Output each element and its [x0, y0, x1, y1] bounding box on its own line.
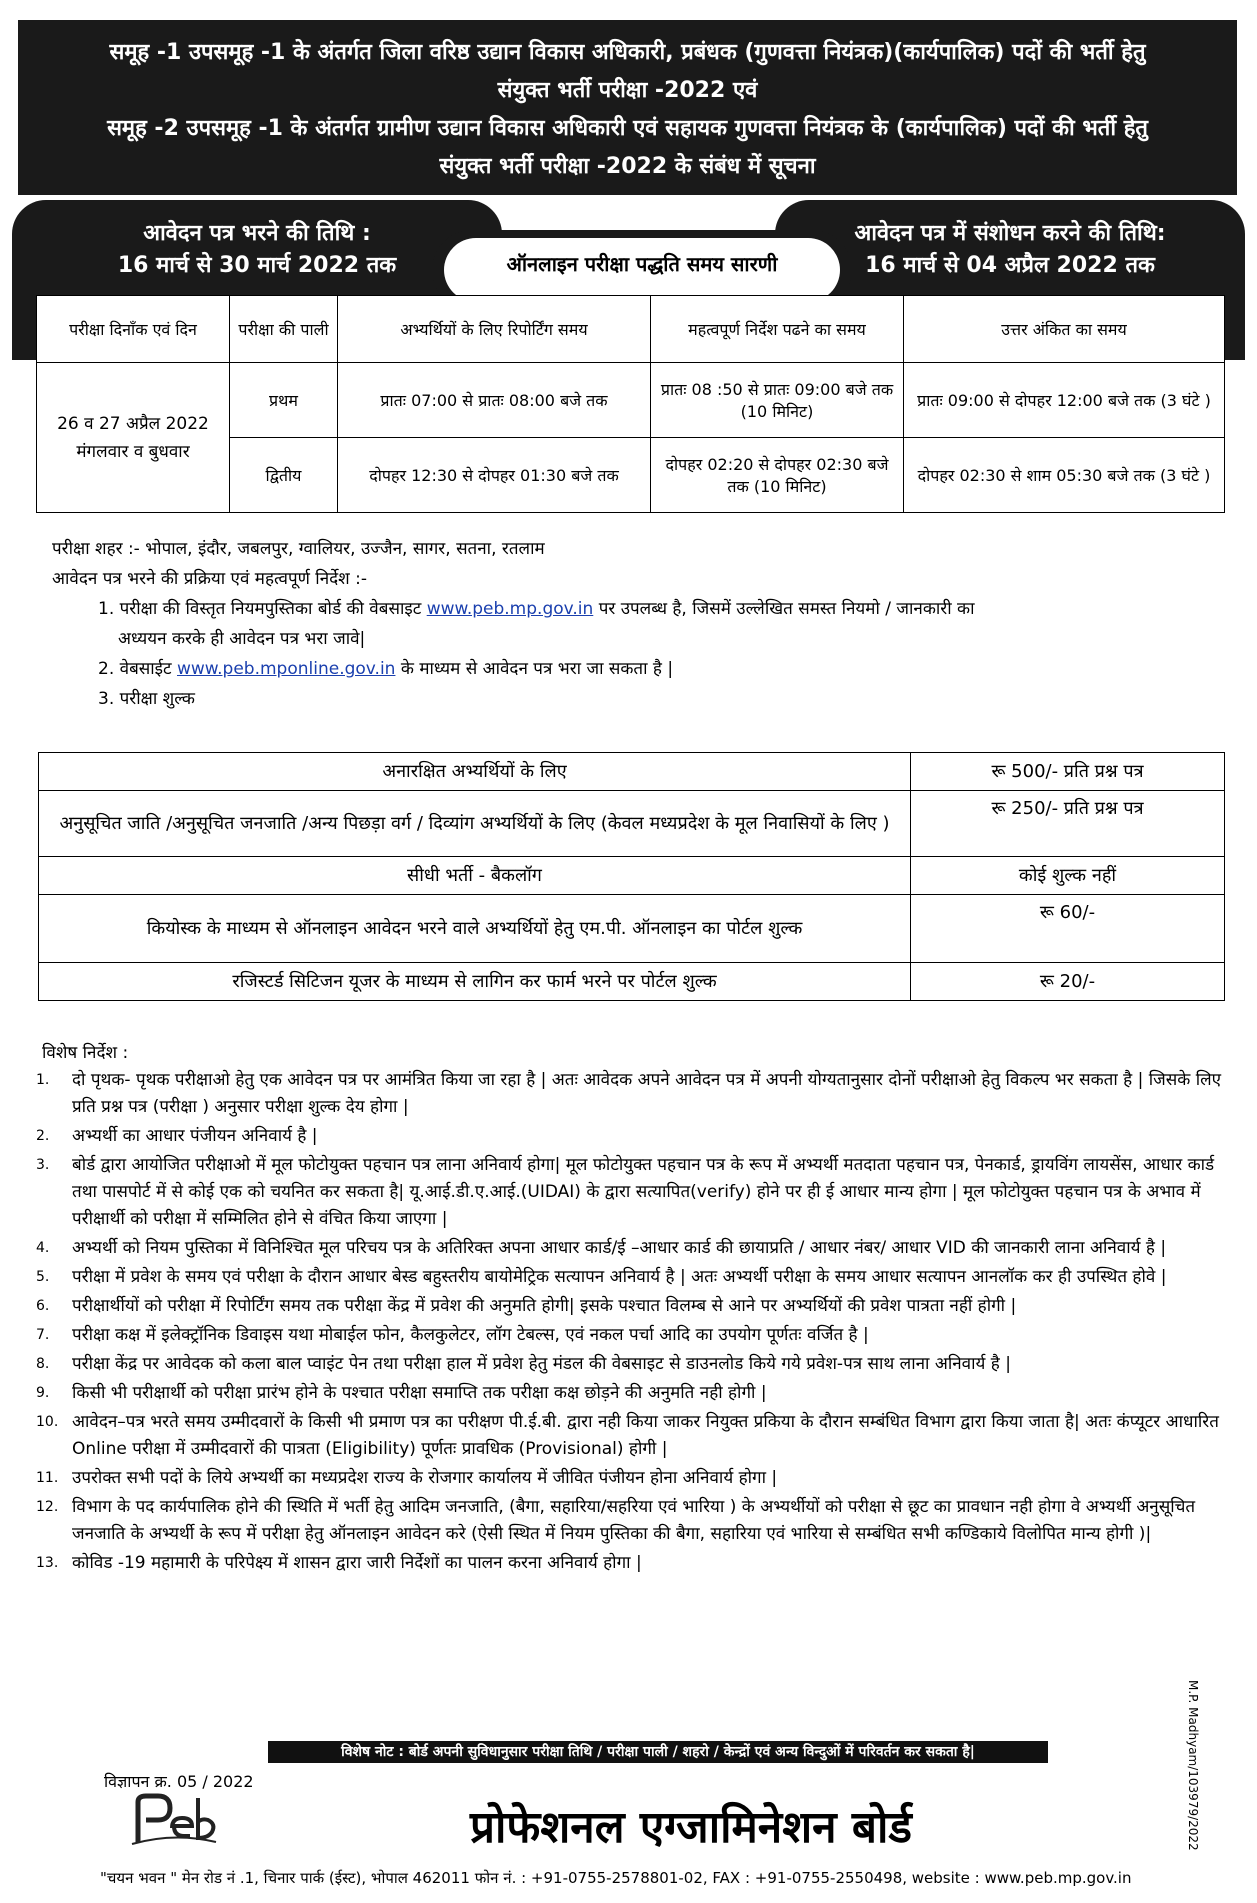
list-item: 1. दो पृथक- पृथक परीक्षाओ हेतु एक आवेदन पत्र पर आमंत्रित किया जा रहा है | अतः आवेदक अपने आवेदन पत्र में अपनी योग्यतानुसार दोनों परीक्षाओ हेतु विकल्प भर सकता है | जिसके लिए प्रति प्रश्न पत्र (परीक्षा ) अनुसार परीक्षा शुल्क देय होगा |: [36, 1070, 1222, 1117]
schedule-title: ऑनलाइन परीक्षा पद्धति समय सारणी: [444, 238, 840, 302]
list-item: 7. परीक्षा कक्ष में इलेक्ट्रॉनिक डिवाइस यथा मोबाईल फोन, कैलकुलेटर, लॉग टेबल्स, एवं नकल पर्चा आदि का उपयोग पूर्णतः वर्जित है |: [36, 1325, 869, 1345]
board-name: प्रोफेशनल एग्जामिनेशन बोर्ड: [470, 1802, 912, 1853]
instruction-item-3: 3. परीक्षा शुल्क: [98, 689, 195, 709]
table-row: [37, 363, 1225, 438]
fee-desc: अनुसूचित जाति /अनुसूचित जनजाति /अन्य पिछड़ा वर्ग / दिव्यांग अभ्यर्थियों के लिए (केवल मध्यप्रदेश के मूल निवासियों के लिए ): [39, 791, 911, 857]
list-item: 3. बोर्ड द्वारा आयोजित परीक्षाओ में मूल फोटोयुक्त पहचान पत्र लाना अनिवार्य होगा| मूल फोटोयुक्त पहचान पत्र के रूप में अभ्यर्थी मतदाता पहचान पत्र, पेनकार्ड, ड्रायविंग लायसेंस, आधार कार्ड तथा पासपोर्ट में से कोई एक को चयनित कर सकता है| यू.आई.डी.ए.आई.(UIDAI) के द्वारा सत्यापित(verify) होने पर ही ई आधार मान्य होगा | मूल फोटोयुक्त पहचान पत्र के अभाव में परीक्षार्थी को परीक्षा में सम्मिलित होने से वंचित किया जाएगा |: [36, 1155, 1215, 1229]
fee-desc: सीधी भर्ती - बैकलॉग: [39, 857, 911, 895]
fee-amount: कोई शुल्क नहीं: [911, 857, 1225, 895]
mponline-website-link[interactable]: www.peb.mponline.gov.in: [177, 659, 396, 679]
col-header-reporting: अभ्यर्थियों के लिए रिपोर्टिंग समय: [338, 296, 651, 363]
instruction-text: के माध्यम से आवेदन पत्र भरा जा सकता है |: [400, 659, 674, 679]
answer-cell: प्रातः 09:00 से दोपहर 12:00 बजे तक (3 घंटे ): [904, 363, 1225, 438]
advertisement-number: विज्ञापन क्र. 05 / 2022: [104, 1772, 254, 1791]
instruction-text: पर उपलब्ध है, जिसमें उल्लेखित समस्त नियमो / जानकारी का: [598, 599, 975, 619]
header-line-4: संयुक्त भर्ती परीक्षा -2022 के संबंध में सूचना: [439, 154, 816, 179]
header-banner: [18, 20, 1237, 195]
special-heading: विशेष निर्देश :: [42, 1043, 129, 1063]
shift-cell: द्वितीय: [230, 438, 338, 513]
process-heading: आवेदन पत्र भरने की प्रक्रिया एवं महत्वपूर्ण निर्देश :-: [52, 569, 367, 589]
table-row: [39, 791, 1225, 857]
fee-desc: रजिस्टर्ड सिटिजन यूजर के माध्यम से लागिन कर फार्म भरने पर पोर्टल शुल्क: [39, 963, 911, 1001]
reporting-cell: प्रातः 07:00 से प्रातः 08:00 बजे तक: [338, 363, 651, 438]
instruction-item-1-cont: अध्ययन करके ही आवेदन पत्र भरा जावे|: [118, 629, 366, 649]
list-item: 13. कोविड -19 महामारी के परिपेक्ष्य में शासन द्वारा जारी निर्देशों का पालन करना अनिवार्य होगा |: [36, 1553, 642, 1573]
list-item: 8. परीक्षा केंद्र पर आवेदक को कला बाल प्वाइंट पेन तथा परीक्षा हाल में प्रवेश हेतु मंडल की वेबसाइट से डाउनलोड किये गये प्रवेश-पत्र साथ लाना अनिवार्य है |: [36, 1354, 1011, 1374]
special-list: [36, 1067, 1236, 1577]
instruction-text: 1. परीक्षा की विस्तृत नियमपुस्तिका बोर्ड की वेबसाइट: [98, 599, 422, 619]
reading-cell: प्रातः 08 :50 से प्रातः 09:00 बजे तक (10 मिनिट): [651, 363, 904, 438]
list-item: 10. आवेदन–पत्र भरते समय उम्मीदवारों के किसी भी प्रमाण पत्र का परीक्षण पी.ई.बी. द्वारा नही किया जाकर नियुक्त प्रकिया के दौरान सम्बंधित विभाग द्वारा किया जाता है| अतः कंप्यूटर आधारित Online परीक्षा में उम्मीदवारों की पात्रता (Eligibility) पूर्णतः प्रावधिक (Provisional) होगी |: [36, 1412, 1219, 1459]
header-line-1: समूह -1 उपसमूह -1 के अंतर्गत जिला वरिष्ठ उद्यान विकास अधिकारी, प्रबंधक (गुणवत्ता नियंत्रक)(कार्यपालिक) पदों की भर्ती हेतु: [109, 40, 1146, 65]
special-note: विशेष नोट : बोर्ड अपनी सुविधानुसार परीक्षा तिथि / परीक्षा पाली / शहरो / केन्द्रों एवं अन्य विन्दुओं में परिवर्तन कर सकता है|: [268, 1741, 1048, 1763]
table-row: [39, 857, 1225, 895]
answer-cell: दोपहर 02:30 से शाम 05:30 बजे तक (3 घंटे ): [904, 438, 1225, 513]
instructions-block: [52, 534, 1222, 714]
header-line-2: संयुक्त भर्ती परीक्षा -2022 एवं: [497, 78, 758, 103]
apply-date-label: आवेदन पत्र भरने की तिथि :: [143, 221, 371, 246]
reporting-cell: दोपहर 12:30 से दोपहर 01:30 बजे तक: [338, 438, 651, 513]
col-header-shift: परीक्षा की पाली: [230, 296, 338, 363]
schedule-table: [36, 295, 1225, 513]
fee-amount: रू 20/-: [911, 963, 1225, 1001]
list-item: 2. अभ्यर्थी का आधार पंजीयन अनिवार्य है |: [36, 1126, 318, 1146]
list-item: 9. किसी भी परीक्षार्थी को परीक्षा प्रारंभ होने के पश्चात परीक्षा समाप्ति तक परीक्षा कक्ष छोड़ने की अनुमति नही होगी |: [36, 1383, 767, 1403]
col-header-reading: महत्वपूर्ण निर्देश पढने का समय: [651, 296, 904, 363]
side-reference: M.P. Madhyam/103979/2022: [1186, 1680, 1200, 1851]
list-item: 12. विभाग के पद कार्यपालिक होने की स्थिति में भर्ती हेतु आदिम जनजाति, (बैगा, सहारिया/सहरिया एवं भारिया ) के अभ्यर्थीयों को परीक्षा से छूट का प्रावधान नही होगा वे अभ्यर्थी अनुसूचित जनजाति के अभ्यर्थी के रूप में परीक्षा हेतु ऑनलाइन आवेदन करे (ऐसी स्थित में नियम पुस्तिका की बैगा, सहारिया एवं भारिया से सम्बंधित सभी कण्डिकाये विलोपित मान्य होगी )|: [36, 1497, 1196, 1544]
col-header-date: परीक्षा दिनाँक एवं दिन: [37, 296, 230, 363]
fee-table: [38, 752, 1225, 1001]
header-line-3: समूह -2 उपसमूह -1 के अंतर्गत ग्रामीण उद्यान विकास अधिकारी एवं सहायक गुणवत्ता नियंत्रक के (कार्यपालिक) पदों की भर्ती हेतु: [107, 116, 1148, 141]
fee-amount: रू 500/- प्रति प्रश्न पत्र: [911, 753, 1225, 791]
exam-date: 26 व 27 अप्रैल 2022: [57, 413, 209, 434]
peb-website-link[interactable]: www.peb.mp.gov.in: [426, 599, 594, 619]
edit-date-value: 16 मार्च से 04 अप्रैल 2022 तक: [865, 253, 1155, 278]
fee-amount: रू 250/- प्रति प्रश्न पत्र: [911, 791, 1225, 857]
exam-cities: परीक्षा शहर :- भोपाल, इंदौर, जबलपुर, ग्वालियर, उज्जैन, सागर, सतना, रतलाम: [52, 539, 545, 559]
table-row: [39, 963, 1225, 1001]
instruction-item-1: [52, 594, 1222, 624]
table-row: [39, 895, 1225, 963]
footer-address: "चयन भवन " मेन रोड नं .1, चिनार पार्क (ईस्ट), भोपाल 462011 फोन नं. : +91-0755-2578801-02, FAX : +91-0755-2550498, website : www.peb.mp.gov.in: [100, 1869, 1132, 1887]
list-item: 5. परीक्षा में प्रवेश के समय एवं परीक्षा के दौरान आधार बेस्ड बहुस्तरीय बायोमेट्रिक सत्यापन अनिवार्य है | अतः अभ्यर्थी परीक्षा के समय आधार सत्यापन आनलॉक कर ही उपस्थित होवे |: [36, 1267, 1167, 1287]
list-item: 6. परीक्षार्थीयों को परीक्षा में रिपोर्टिंग समय तक परीक्षा केंद्र में प्रवेश की अनुमति होगी| इसके पश्चात विलम्ब से आने पर अभ्यर्थियों की प्रवेश पात्रता नहीं होगी |: [36, 1296, 1017, 1316]
edit-date-label: आवेदन पत्र में संशोधन करने की तिथि:: [854, 221, 1166, 246]
instruction-item-2: [52, 654, 1222, 684]
col-header-answer: उत्तर अंकित का समय: [904, 296, 1225, 363]
fee-desc: कियोस्क के माध्यम से ऑनलाइन आवेदन भरने वाले अभ्यर्थियों हेतु एम.पी. ऑनलाइन का पोर्टल शुल्क: [39, 895, 911, 963]
apply-date-value: 16 मार्च से 30 मार्च 2022 तक: [117, 253, 397, 278]
peb-logo-icon: [128, 1792, 220, 1848]
exam-date-cell: [37, 363, 230, 513]
list-item: 11. उपरोक्त सभी पदों के लिये अभ्यर्थी का मध्यप्रदेश राज्य के रोजगार कार्यालय में जीवित पंजीयन होना अनिवार्य होगा |: [36, 1468, 778, 1488]
instruction-text: 2. वेबसाईट: [98, 659, 172, 679]
fee-desc: अनारक्षित अभ्यर्थियों के लिए: [39, 753, 911, 791]
list-item: 4. अभ्यर्थी को नियम पुस्तिका में विनिश्चित मूल परिचय पत्र के अतिरिक्त अपना आधार कार्ड/ई –आधार कार्ड की छायाप्रति / आधार नंबर/ आधार VID की जानकारी लाना अनिवार्य है |: [36, 1238, 1167, 1258]
fee-amount: रू 60/-: [911, 895, 1225, 963]
reading-cell: दोपहर 02:20 से दोपहर 02:30 बजे तक (10 मिनिट): [651, 438, 904, 513]
exam-days: मंगलवार व बुधवार: [76, 441, 190, 462]
special-instructions: [36, 1040, 1236, 1579]
table-row: [39, 753, 1225, 791]
shift-cell: प्रथम: [230, 363, 338, 438]
